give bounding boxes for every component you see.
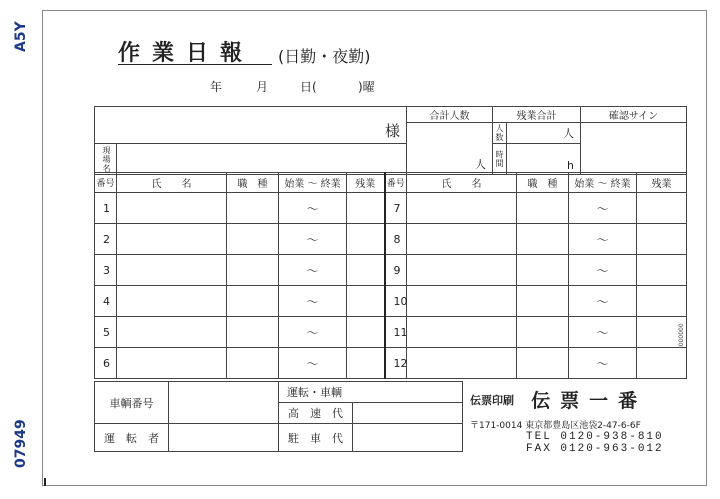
time-field[interactable]: [279, 317, 347, 348]
tilde-mark: ～: [596, 232, 609, 247]
date-year-label: 年: [210, 80, 223, 94]
approval-sign-field[interactable]: [581, 123, 687, 175]
tilde-mark: ～: [596, 263, 609, 278]
name-header: 氏 名: [117, 173, 227, 193]
row-number: 2: [95, 224, 117, 255]
number-header: 番号: [95, 173, 117, 193]
tilde-mark: ～: [306, 356, 319, 371]
overtime-header: 残業: [347, 173, 385, 193]
company-info: [470, 386, 664, 455]
name-field[interactable]: [117, 317, 227, 348]
driver-field[interactable]: [169, 424, 279, 452]
table-row: [95, 224, 687, 255]
overtime-field[interactable]: [347, 317, 385, 348]
time-field[interactable]: [569, 317, 637, 348]
job-field[interactable]: [227, 317, 279, 348]
overtime-field[interactable]: [347, 255, 385, 286]
site-name-field[interactable]: [117, 144, 407, 175]
table-row: [95, 317, 687, 348]
tilde-mark: ～: [596, 201, 609, 216]
job-header: 職 種: [227, 173, 279, 193]
time-field[interactable]: [279, 255, 347, 286]
name-field[interactable]: [407, 255, 517, 286]
row-number: 12: [385, 348, 407, 379]
row-number: 6: [95, 348, 117, 379]
tilde-mark: ～: [596, 294, 609, 309]
worker-table: [94, 172, 687, 379]
job-field[interactable]: [517, 193, 569, 224]
date-month-label: 月: [256, 80, 269, 94]
tilde-mark: ～: [306, 294, 319, 309]
tilde-mark: ～: [596, 325, 609, 340]
overtime-field[interactable]: [637, 286, 687, 317]
row-number: 1: [95, 193, 117, 224]
site-name-label: [95, 144, 117, 175]
header-table: [94, 106, 687, 175]
form-code-bottom: 07949: [13, 419, 29, 468]
table-row: [95, 348, 687, 379]
highway-fee-field[interactable]: [353, 403, 463, 424]
table-row: [95, 286, 687, 317]
name-field[interactable]: [407, 286, 517, 317]
site-name-text: 現場名: [102, 145, 111, 173]
job-field[interactable]: [227, 193, 279, 224]
name-field[interactable]: [117, 224, 227, 255]
overtime-field[interactable]: [637, 348, 687, 379]
total-people-field[interactable]: [407, 123, 493, 175]
sama-label: 様: [385, 122, 401, 140]
company-brand: 伝票一番: [531, 390, 648, 412]
approval-sign-header: 確認サイン: [581, 107, 687, 123]
tilde-mark: ～: [306, 325, 319, 340]
name-field[interactable]: [117, 255, 227, 286]
overtime-field[interactable]: [347, 286, 385, 317]
time-field[interactable]: [569, 224, 637, 255]
job-field[interactable]: [517, 317, 569, 348]
hours-label: 時間: [493, 144, 507, 175]
driver-label: 運 転 者: [95, 424, 169, 452]
company-address: 〒171-0014 東京都豊島区池袋2-47-6-6F: [470, 421, 641, 431]
name-field[interactable]: [407, 193, 517, 224]
row-number: 5: [95, 317, 117, 348]
overtime-field[interactable]: [637, 255, 687, 286]
person-unit: 人: [475, 158, 487, 171]
serial-number: J000000: [678, 323, 685, 348]
row-number: 8: [385, 224, 407, 255]
number-header-right: 番号: [385, 173, 407, 193]
overtime-field[interactable]: [347, 348, 385, 379]
parking-fee-field[interactable]: [353, 424, 463, 452]
customer-name-field[interactable]: [95, 107, 407, 144]
name-field[interactable]: [117, 348, 227, 379]
time-header-right: 始業 ～ 終業: [569, 173, 637, 193]
time-field[interactable]: [279, 348, 347, 379]
title-underline: [118, 64, 272, 65]
job-header-right: 職 種: [517, 173, 569, 193]
form-title: 作業日報: [118, 41, 255, 66]
name-field[interactable]: [407, 224, 517, 255]
overtime-hours-field[interactable]: [507, 144, 581, 175]
parking-fee-label: 駐 車 代: [279, 424, 353, 452]
job-field[interactable]: [517, 255, 569, 286]
name-field[interactable]: [407, 317, 517, 348]
job-field[interactable]: [227, 348, 279, 379]
vehicle-number-label: 車輌番号: [95, 382, 169, 424]
time-field[interactable]: [279, 224, 347, 255]
time-field[interactable]: [569, 255, 637, 286]
time-header: 始業 ～ 終業: [279, 173, 347, 193]
tilde-mark: ～: [306, 201, 319, 216]
highway-fee-label: 高 速 代: [279, 403, 353, 424]
vehicle-table: [94, 381, 463, 452]
name-field[interactable]: [407, 348, 517, 379]
row-number: 4: [95, 286, 117, 317]
overtime-field[interactable]: [347, 224, 385, 255]
row-number: 3: [95, 255, 117, 286]
overtime-header-right: 残業: [637, 173, 687, 193]
time-field[interactable]: [279, 193, 347, 224]
company-label: 伝票印刷: [470, 393, 514, 407]
table-row: [95, 255, 687, 286]
time-field[interactable]: [569, 348, 637, 379]
hour-unit: h: [567, 159, 575, 172]
overtime-field[interactable]: [347, 193, 385, 224]
person-unit-2: 人: [563, 127, 575, 140]
overtime-field[interactable]: [637, 193, 687, 224]
company-fax: FAX 0120-963-012: [526, 443, 664, 455]
date-weekday-label: )曜: [358, 80, 375, 94]
row-number: 10: [385, 286, 407, 317]
tilde-mark: ～: [306, 263, 319, 278]
table-row: [95, 193, 687, 224]
name-header-right: 氏 名: [407, 173, 517, 193]
form-subtitle: (日勤・夜勤): [278, 47, 371, 66]
date-day-label: 日(: [300, 80, 317, 94]
job-field[interactable]: [227, 255, 279, 286]
row-number: 9: [385, 255, 407, 286]
tilde-mark: ～: [306, 232, 319, 247]
job-field[interactable]: [517, 286, 569, 317]
name-field[interactable]: [117, 193, 227, 224]
row-number: 7: [385, 193, 407, 224]
time-field[interactable]: [569, 193, 637, 224]
job-field[interactable]: [517, 348, 569, 379]
people-label: 人数: [493, 123, 507, 144]
overtime-people-field[interactable]: [507, 123, 581, 144]
overtime-total-header: 残業合計: [493, 107, 581, 123]
job-field[interactable]: [227, 224, 279, 255]
overtime-field[interactable]: [637, 224, 687, 255]
form-code-top: A5Y: [13, 21, 29, 52]
row-number: 11: [385, 317, 407, 348]
time-field[interactable]: [279, 286, 347, 317]
bottom-mark: [44, 478, 46, 486]
job-field[interactable]: [517, 224, 569, 255]
total-people-header: 合計人数: [407, 107, 493, 123]
vehicle-number-field[interactable]: [169, 382, 279, 424]
name-field[interactable]: [117, 286, 227, 317]
company-tel: TEL 0120-938-810: [526, 431, 664, 443]
driving-vehicle-label: 運転・車輌: [279, 382, 463, 403]
time-field[interactable]: [569, 286, 637, 317]
tilde-mark: ～: [596, 356, 609, 371]
job-field[interactable]: [227, 286, 279, 317]
